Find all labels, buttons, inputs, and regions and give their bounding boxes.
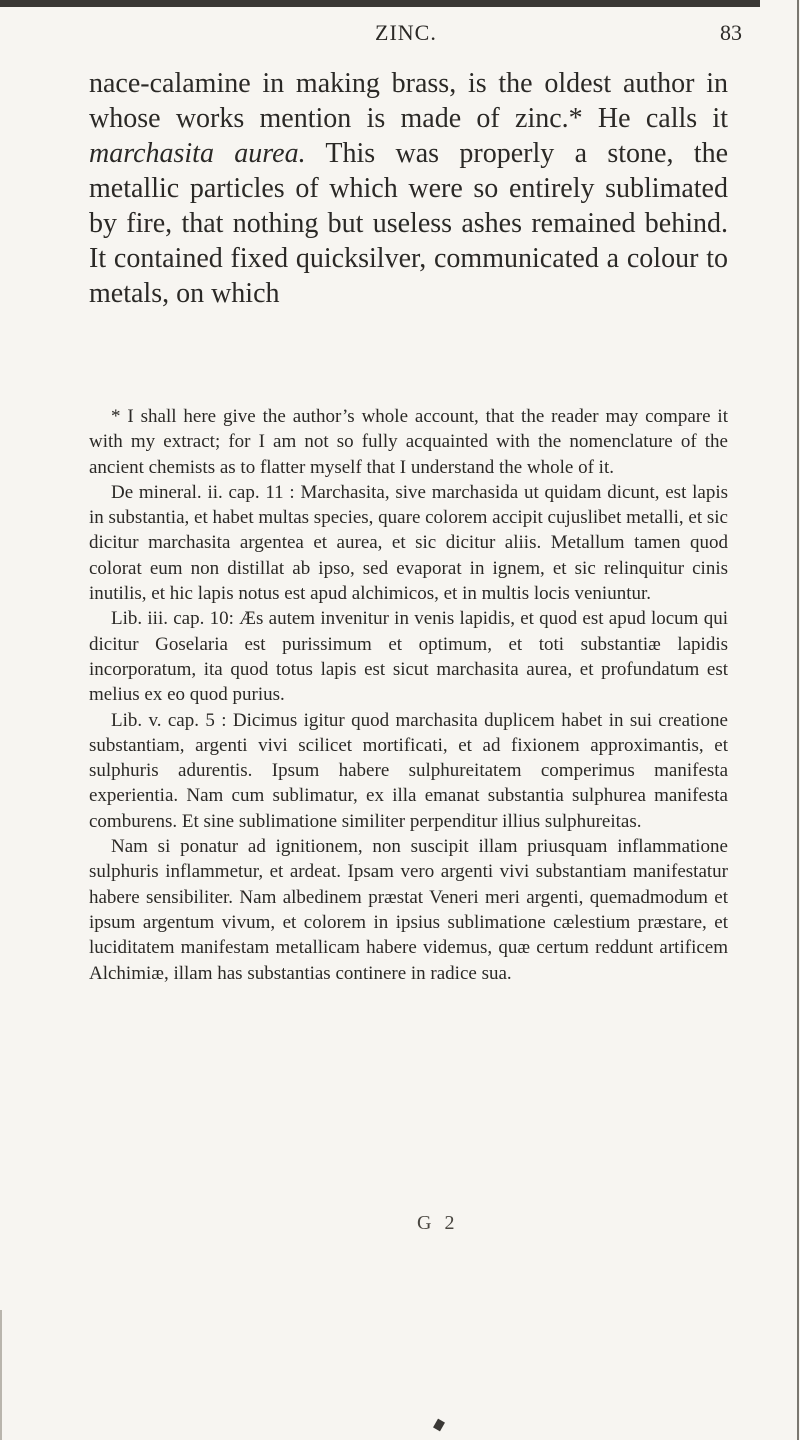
right-edge-line [797,0,799,1440]
footnote [89,404,728,986]
ink-speck [433,1419,445,1432]
footnote-paragraph: Lib. v. cap. 5 : Dicimus igitur quod marchasita duplicem habet in sui creatione substantiam, argenti vivi scilicet mortificati, et ad fixionem approximantis, et sulphuris adurentis. Ipsum habere sulphureitatem comperimus manifesta experientia. Nam cum sublimatur, ex illa emanat substantia sulphurea manifesta comburens. Et sine sublimatione similiter perpenditur illius sulphureitas. [89,709,728,832]
signature-mark: G 2 [417,1212,459,1234]
italic-term: marchasita aurea. [89,138,306,169]
running-title: ZINC. [375,20,437,45]
main-text-after: This was properly a stone, the metallic particles of which were so entirely sublimated by fire, that nothing but useless ashes remained behind. It contained fixed quicksilver, communicated a colour to metals, on which [89,138,729,309]
main-text-before: nace-calamine in making brass, is the oldest author in whose works mention is made of zinc.* He calls it [89,68,728,134]
page-number: 83 [720,20,742,45]
page-header [0,14,800,50]
footnote-paragraph: * I shall here give the author’s whole account, that the reader may compare it with my extract; for I am not so fully acquainted with the nomenclature of the ancient chemists as to flatter myself that I understand the whole of it. [89,406,728,478]
left-edge-line [0,1310,2,1440]
main-paragraph [89,66,728,311]
footnote-paragraph: Nam si ponatur ad ignitionem, non suscipit illam priusquam inflammatione sulphuris inflammetur, et ardeat. Ipsam vero argenti vivi substantiam manifestatur habere sensibiliter. Nam albedinem præstat Veneri meri argenti, quemadmodum et ipsum argentum vivum, et colorem in ipsius sublimatione cælestium præstare, et luciditatem manifestam metallicam habere videmus, quæ certum reddunt artificem Alchimiæ, illam has substantias continere in radice sua. [89,836,728,984]
top-edge-line [0,0,760,7]
footnote-paragraph: De mineral. ii. cap. 11 : Marchasita, sive marchasida ut quidam dicunt, est lapis in substantia, et habet multas species, quare colorem accipit cujuslibet metalli, et sic dicitur marchasita argentea et aurea, et sic dicitur aliis. Metallum tamen quod colorat eum non distillat ab ipso, sed evaporat in ignem, et sic relinquitur cinis inutilis, et hic lapis notus est apud alchimicos, et in multis locis veniuntur. [89,481,728,605]
footnote-paragraph: Lib. iii. cap. 10: Æs autem invenitur in venis lapidis, et quod est apud locum qui dicitur Goselaria est purissimum et optimum, et toti substantiæ lapidis incorporatum, ita quod totus lapis est sicut marchasita aurea, et profundatum est melius ex eo quod purius. [89,608,728,706]
